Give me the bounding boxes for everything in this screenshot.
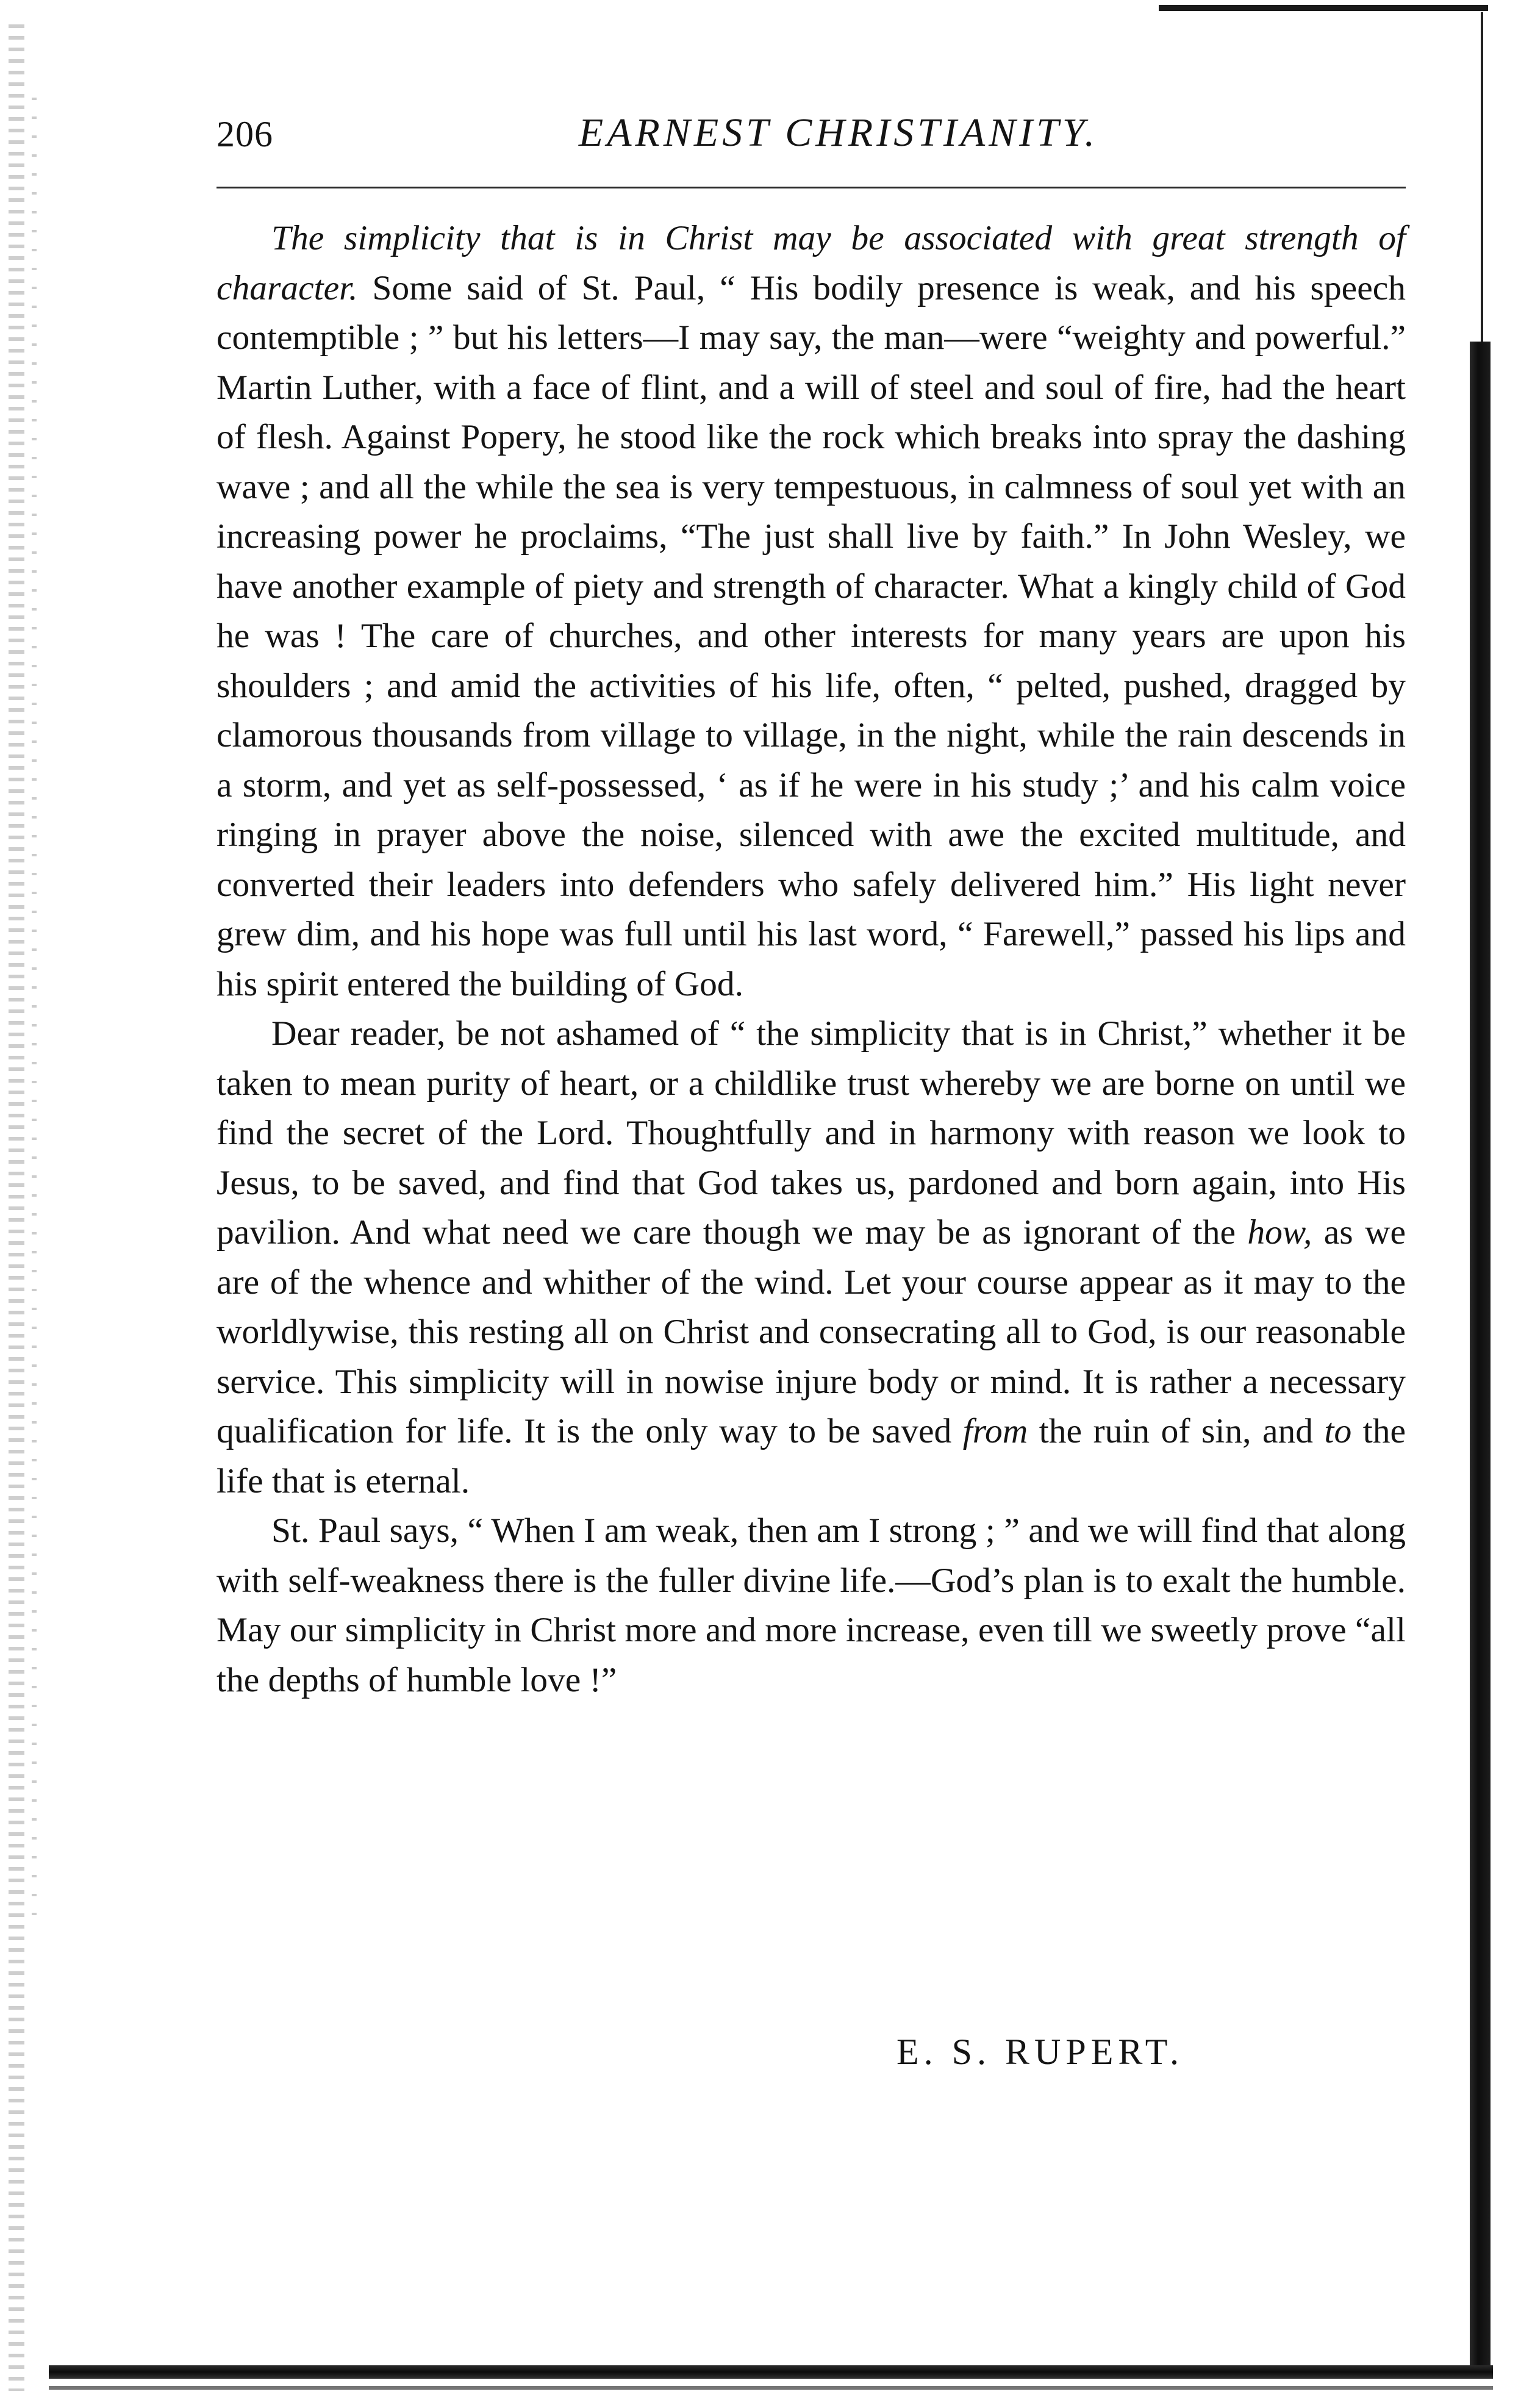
running-title: EARNEST CHRISTIANITY. [578,110,1099,155]
top-border-rule [1159,5,1488,11]
paragraph-2-part-d: the life that is eternal. [217,1412,1406,1500]
paragraph-2-emphasis-to: to [1324,1412,1352,1450]
paragraph-1 [217,213,1406,1009]
page-header [217,110,1406,165]
bottom-border-rule-secondary [49,2386,1493,2390]
scan-edge-left-marks [32,98,37,1927]
scan-edge-left [9,24,24,2391]
page-number: 206 [217,114,273,154]
paragraph-2-part-b: as we are of the whence and whither of the wind. Let your course appear as it may to the worldlywise, this resting all on Christ and consecrating all to God, is our reasonable service. This simplicity will in nowise injure body or mind. It is rather a necessary qualification for life. It is the only way to be saved [217,1213,1406,1450]
paragraph-1-lead: The simplicity that is in Christ may be associated with great strength of character. [217,219,1406,307]
article-body [217,213,1406,1705]
paragraph-3: St. Paul says, “ When I am weak, then am I strong ; ” and we will find that along with self-weakness there is the fuller divine life.—God’s plan is to exalt the humble. May our simplicity in Christ more and more increase, even till we sweetly prove “all the depths of humble love !” [217,1511,1406,1699]
paragraph-2-part-c: the ruin of sin, and [1028,1412,1325,1450]
bottom-border-rule [49,2365,1493,2379]
right-border-bar [1470,342,1491,2373]
header-rule [217,187,1406,188]
paragraph-2 [217,1009,1406,1506]
paragraph-2-emphasis-from: from [962,1412,1028,1450]
paragraph-1-text: Some said of St. Paul, “ His bodily presence is weak, and his speech contemptible ; ” but his letters—I may say, the man—were “weighty and powerful.” Martin Luther, with a face of flint, and a will of steel and soul of fire, had the heart of flesh. Against Popery, he stood like the rock which breaks into spray the dashing wave ; and all the while the sea is very tempestuous, in calmness of soul yet with an increasing power he proclaims, “The just shall live by faith.” In John Wesley, we have another example of piety and strength of character. What a kingly child of God he was ! The care of churches, and other interests for many years are upon his shoulders ; and amid the activities of his life, often, “ pelted, pushed, dragged by clamorous thousands from village to village, in the night, while the rain descends in a storm, and yet as self-possessed, ‘ as if he were in his study ;’ and his calm voice ringing in prayer above the noise, silenced with awe the excited multitude, and converted their leaders into defenders who safely delivered him.” His light never grew dim, and his hope was full until his last word, “ Farewell,” passed his lips and his spirit entered the building of God. [217,268,1406,1003]
paragraph-2-part-a: Dear reader, be not ashamed of “ the simplicity that is in Christ,” whether it be taken to mean purity of heart, or a childlike trust whereby we are borne on until we find the secret of the Lord. Thoughtfully and in harmony with reason we look to Jesus, to be saved, and find that God takes us, pardoned and born again, into His pavilion. And what need we care though we may be as ignorant of the [217,1014,1406,1252]
paragraph-2-emphasis-how: how, [1247,1213,1312,1252]
author-signature: E. S. RUPERT. [896,2032,1184,2072]
right-border-thin [1481,12,1483,354]
